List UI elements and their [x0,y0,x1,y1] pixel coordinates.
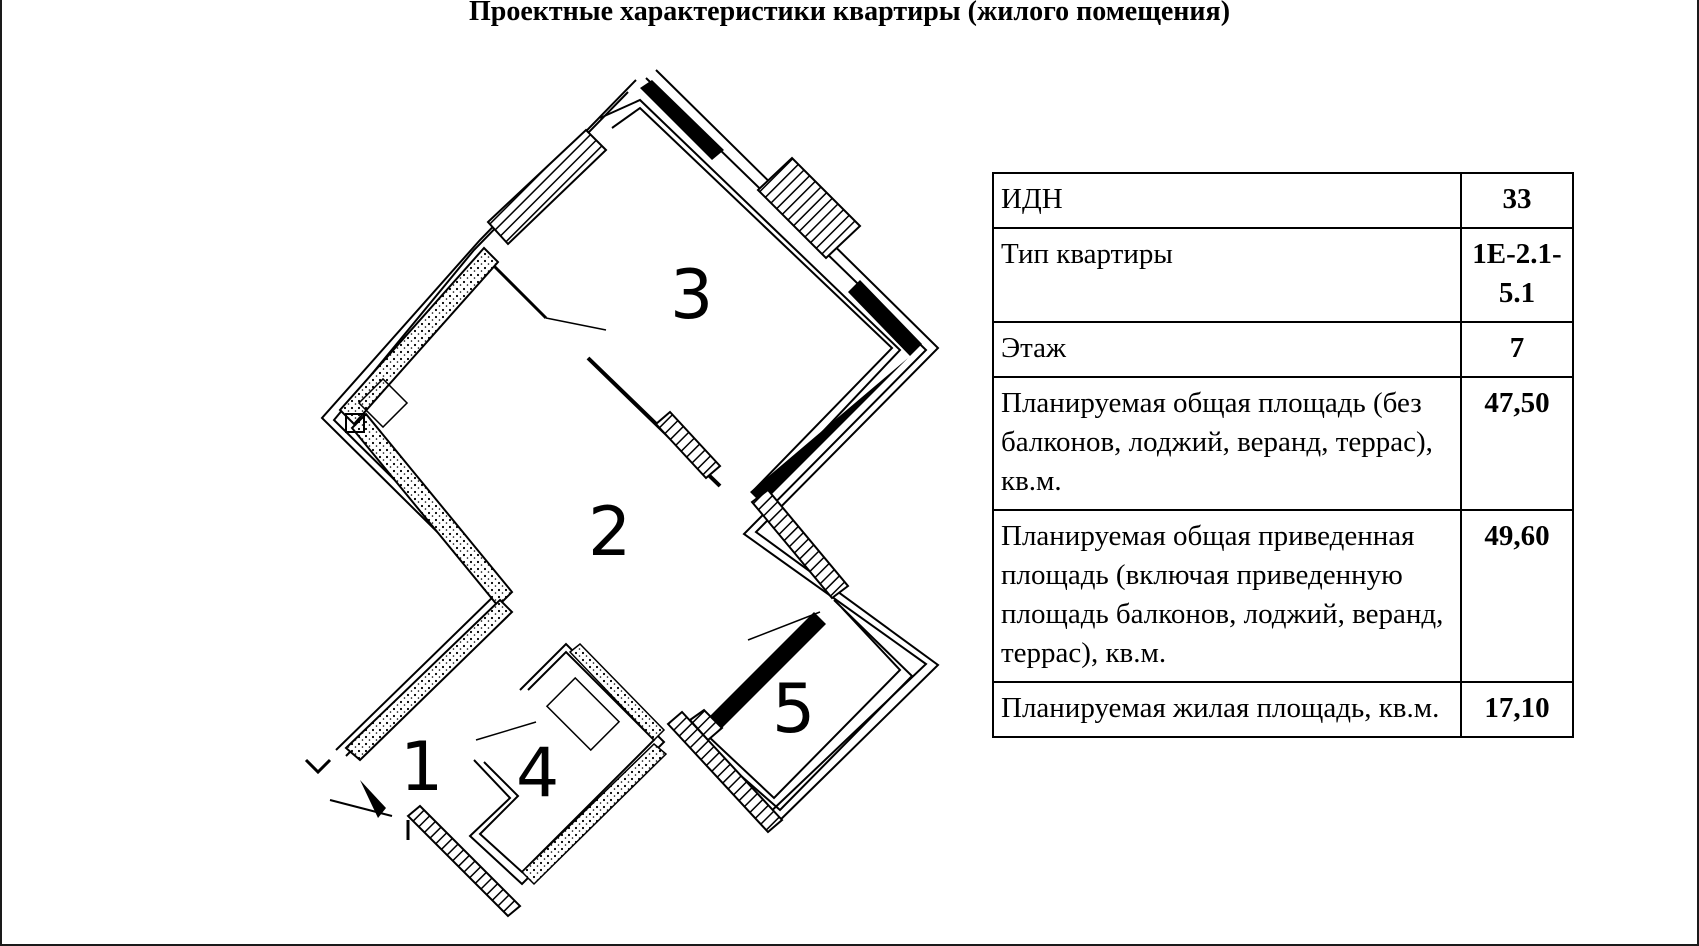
apartment-properties-table [992,172,1574,738]
property-label: Планируемая жилая площадь, кв.м. [993,682,1461,737]
table-row [993,173,1573,228]
room-number-1: 1 [400,728,444,807]
partition-hatched [656,412,720,478]
property-value: 17,10 [1461,682,1573,737]
room-number-5: 5 [772,670,816,749]
room-4-dotted-wall [570,644,664,740]
table-row [993,322,1573,377]
property-value: 33 [1461,173,1573,228]
property-value: 1Е-2.1-5.1 [1461,228,1573,322]
property-label: Этаж [993,322,1461,377]
property-value: 7 [1461,322,1573,377]
table-row [993,228,1573,322]
column-right-hatched [758,158,860,258]
door-3-leaf [494,266,546,318]
wall-lower-right-hatched [668,712,782,832]
floor-plan [300,55,940,935]
property-value: 49,60 [1461,510,1573,682]
property-label: ИДН [993,173,1461,228]
wall-left-middle [352,414,512,606]
entry-wall-hatched [408,806,520,916]
wall-top-left-hatched [488,130,606,244]
room-number-3: 3 [670,256,714,335]
property-value: 47,50 [1461,377,1573,510]
table-row [993,682,1573,737]
property-label: Планируемая общая площадь (без балконов, лоджий, веранд, террас), кв.м. [993,377,1461,510]
table-row [993,377,1573,510]
table-row [993,510,1573,682]
property-label: Планируемая общая приведенная площадь (включая приведенную площадь балконов, лоджий, веранд, террас), кв.м. [993,510,1461,682]
entry-bracket [306,760,330,772]
room-number-2: 2 [588,493,632,572]
door-3-swing [546,318,606,330]
property-label: Тип квартиры [993,228,1461,322]
entry-marker [360,780,386,818]
wall-room-5-hatched [752,490,848,598]
page-title: Проектные характеристики квартиры (жилого помещения) [468,0,1231,27]
room-number-4: 4 [516,734,560,813]
